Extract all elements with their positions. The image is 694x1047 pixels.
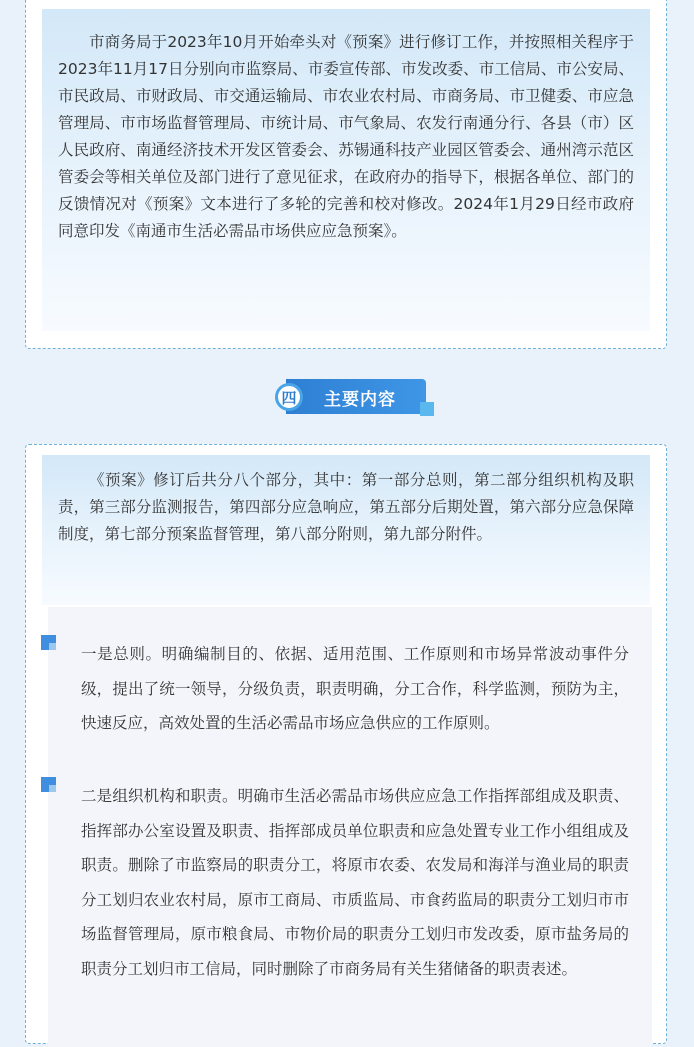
background-info-panel (42, 9, 650, 331)
list-item-text: 一是总则。明确编制目的、依据、适用范围、工作原则和市场异常波动事件分级，提出了统一领导，分级负责，职责明确，分工合作，科学监测，预防为主，快速反应，高效处置的生活必需品市场应急供应的工作原则。 (81, 645, 629, 732)
section-title: 主要内容 (324, 390, 396, 410)
heading-accent-square (420, 402, 434, 416)
main-content-card (25, 444, 667, 1044)
square-bullet-icon (41, 777, 56, 792)
intro-panel (42, 455, 650, 605)
background-info-card (25, 0, 667, 349)
content-list (48, 607, 652, 1047)
intro-paragraph: 《预案》修订后共分八个部分，其中：第一部分总则，第二部分组织机构及职责，第三部分监测报告，第四部分应急响应，第五部分后期处置，第六部分应急保障制度，第七部分预案监督管理，第八部分附则，第九部分附件。 (58, 471, 634, 543)
section-heading (272, 376, 432, 416)
square-bullet-icon (41, 635, 56, 650)
revision-process-paragraph: 市商务局于2023年10月开始牵头对《预案》进行修订工作，并按照相关程序于2023年11月17日分别向市监察局、市委宣传部、市发改委、市工信局、市公安局、市民政局、市财政局、市交通运输局、市农业农村局、市商务局、市卫健委、市应急管理局、市市场监督管理局、市统计局、市气象局、农发行南通分行、各县（市）区人民政府、南通经济技术开发区管委会、苏锡通科技产业园区管委会、通州湾示范区管委会等相关单位及部门进行了意见征求，在政府办的指导下，根据各单位、部门的反馈情况对《预案》文本进行了多轮的完善和校对修改。2024年1月29日经市政府同意印发《南通市生活必需品市场供应应急预案》。 (58, 33, 634, 240)
list-item-text: 二是组织机构和职责。明确市生活必需品市场供应应急工作指挥部组成及职责、指挥部办公室设置及职责、指挥部成员单位职责和应急处置专业工作小组组成及职责。删除了市监察局的职责分工，将原市农委、农发局和海洋与渔业局的职责分工划归农业农村局，原市工商局、市质监局、市食药监局的职责分工划归市市场监督管理局，原市粮食局、市物价局的职责分工划归市发改委，原市盐务局的职责分工划归市工信局，同时删除了市商务局有关生猪储备的职责表述。 (81, 787, 629, 978)
section-number-badge: 四 (275, 383, 303, 411)
